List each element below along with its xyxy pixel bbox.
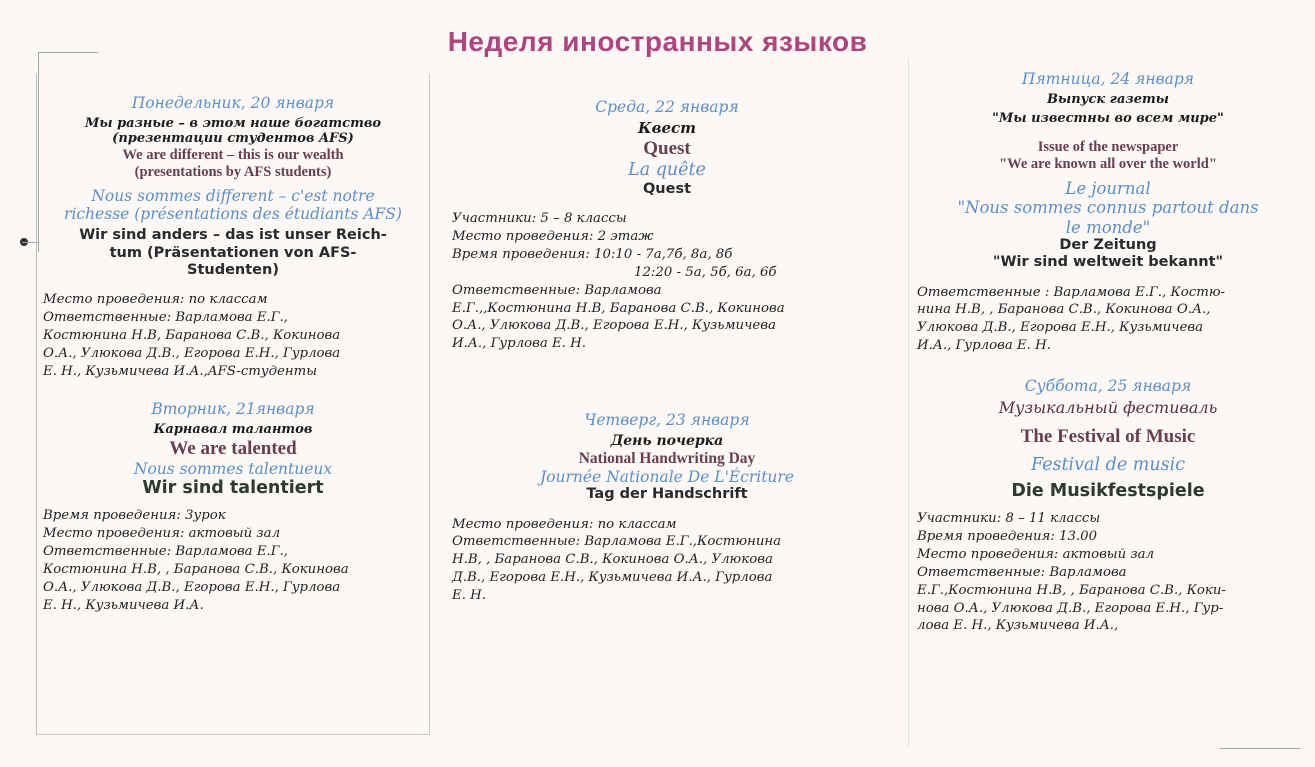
tuesday-day: Вторник, 21января bbox=[151, 400, 315, 419]
column-middle bbox=[452, 78, 882, 698]
saturday-resp-line1: Ответственные: Варламова bbox=[917, 564, 1127, 580]
saturday-participants: Участники: 8 – 11 классы bbox=[917, 510, 1101, 526]
thursday-day: Четверг, 23 января bbox=[584, 411, 750, 430]
friday-details bbox=[909, 284, 1307, 356]
wednesday-resp-line4: И.А., Гурлова Е. Н. bbox=[452, 336, 586, 352]
tuesday-de-title: Wir sind talentiert bbox=[142, 478, 324, 499]
wednesday-resp-line2: Е.Г.,,Костюнина Н.В, Баранова С.В., Кокинова bbox=[452, 300, 785, 316]
monday-details bbox=[37, 291, 429, 381]
monday-resp-line4: Е. Н., Кузьмичева И.А.,AFS-студенты bbox=[43, 363, 318, 379]
saturday-time: Время проведения: 13.00 bbox=[917, 528, 1098, 544]
monday-resp-line1: Ответственные: Варламова Е.Г., bbox=[43, 309, 289, 325]
monday-place: Место проведения: по классам bbox=[43, 291, 268, 307]
wednesday-fr-title: La quête bbox=[628, 160, 706, 181]
friday-ru-subtitle: "Мы известны во всем мире" bbox=[992, 111, 1224, 127]
friday-de-line2: "Wir sind weltweit bekannt" bbox=[992, 254, 1224, 271]
monday-en-title: We are different – this is our wealth bbox=[122, 146, 344, 163]
friday-resp-line2: нина Н.В, , Баранова С.В., Кокинова О.А., bbox=[917, 302, 1211, 318]
saturday-day: Суббота, 25 января bbox=[1024, 377, 1192, 396]
monday-en-subtitle: (presentations by AFS students) bbox=[134, 163, 332, 180]
column-right bbox=[908, 58, 1307, 748]
tuesday-details bbox=[37, 507, 429, 615]
thursday-en-title: National Handwriting Day bbox=[578, 449, 756, 467]
monday-resp-line3: О.А., Улюкова Д.В., Егорова Е.Н., Гурлова bbox=[43, 345, 341, 361]
wednesday-ru-title: Квест bbox=[637, 119, 697, 137]
wednesday-details bbox=[452, 210, 882, 354]
tuesday-ru-title: Карнавал талантов bbox=[153, 422, 313, 438]
saturday-resp-line2: Е.Г.,Костюнина Н.В, , Баранова С.В., Коки- bbox=[917, 582, 1226, 598]
monday-de-line1: Wir sind anders – das ist unser Reich- bbox=[79, 227, 387, 244]
thursday-resp-line3: Д.В., Егорова Е.Н., Кузьмичева И.А., Гурлова bbox=[452, 570, 773, 586]
tuesday-resp-line1: Ответственные: Варламова Е.Г., bbox=[43, 543, 289, 559]
wednesday-resp-line3: О.А., Улюкова Д.В., Егорова Е.Н., Кузьмичева bbox=[452, 318, 776, 334]
tuesday-fr-title: Nous sommes talentueux bbox=[133, 460, 333, 479]
wednesday-time-line2: 12:20 - 5а, 5б, 6а, 6б bbox=[634, 264, 777, 280]
saturday-place: Место проведения: актовый зал bbox=[917, 546, 1155, 562]
friday-ru-title: Выпуск газеты bbox=[1047, 92, 1169, 107]
saturday-details bbox=[909, 510, 1307, 636]
thursday-de-title: Tag der Handschrift bbox=[586, 486, 748, 503]
column-left bbox=[36, 74, 430, 735]
saturday-resp-line3: нова О.А., Улюкова Д.В., Егорова Е.Н., Гур- bbox=[917, 600, 1224, 616]
saturday-fr-title: Festival de music bbox=[1031, 454, 1185, 475]
monday-de-line3: Studenten) bbox=[187, 261, 279, 278]
wednesday-time-line1: Время проведения: 10:10 - 7а,7б, 8а, 8б bbox=[452, 246, 733, 262]
tuesday-place: Место проведения: актовый зал bbox=[43, 526, 281, 542]
wednesday-en-title: Quest bbox=[643, 137, 691, 159]
monday-resp-line2: Костюнина Н.В, Баранова С.В., Кокинова bbox=[43, 327, 341, 343]
friday-day: Пятница, 24 января bbox=[1021, 70, 1195, 88]
tuesday-time: Время проведения: 3урок bbox=[43, 508, 226, 524]
friday-fr-line1: Le journal bbox=[1065, 178, 1151, 198]
wednesday-place: Место проведения: 2 этаж bbox=[452, 228, 654, 244]
monday-de-line2: tum (Präsentationen von AFS- bbox=[109, 244, 357, 261]
friday-resp-line3: Улюкова Д.В., Егорова Е.Н., Кузьмичева bbox=[917, 320, 1204, 336]
wednesday-participants: Участники: 5 – 8 классы bbox=[452, 210, 627, 226]
saturday-en-title: The Festival of Music bbox=[1020, 426, 1196, 448]
friday-fr-line2: "Nous sommes connus partout dans bbox=[957, 198, 1259, 218]
monday-fr-line2: richesse (présentations des étudiants AFS) bbox=[64, 205, 402, 224]
wednesday-day: Среда, 22 января bbox=[595, 98, 739, 116]
wednesday-de-title: Quest bbox=[642, 180, 692, 197]
thursday-place: Место проведения: по классам bbox=[452, 516, 677, 532]
thursday-ru-title: День почерка bbox=[610, 433, 724, 450]
tuesday-resp-line2: Костюнина Н.В, , Баранова С.В., Кокинова bbox=[43, 561, 349, 577]
saturday-resp-line4: лова Е. Н., Кузьмичева И.А., bbox=[917, 618, 1119, 634]
monday-ru-subtitle: (презентации студентов AFS) bbox=[112, 131, 354, 147]
page-title: Неделя иностранных языков bbox=[447, 26, 868, 57]
thursday-resp-line1: Ответственные: Варламова Е.Г.,Костюнина bbox=[452, 534, 782, 550]
friday-resp-line4: И.А., Гурлова Е. Н. bbox=[917, 338, 1051, 354]
decor-line-bottom bbox=[1220, 748, 1300, 749]
tuesday-en-title: We are talented bbox=[169, 437, 297, 459]
saturday-de-title: Die Musikfestspiele bbox=[1011, 481, 1205, 502]
friday-en-subtitle: "We are known all over the world" bbox=[999, 155, 1217, 172]
thursday-resp-line4: Е. Н. bbox=[452, 588, 486, 604]
monday-day: Понедельник, 20 января bbox=[131, 94, 335, 112]
monday-ru-title: Мы разные – в этом наше богатство bbox=[84, 116, 382, 131]
tuesday-resp-line4: Е. Н., Кузьмичева И.А. bbox=[43, 597, 204, 613]
monday-fr-line1: Nous sommes different – c'est notre bbox=[91, 186, 375, 205]
wednesday-resp-line1: Ответственные: Варламова bbox=[452, 282, 662, 298]
thursday-fr-title: Journée Nationale De L'Écriture bbox=[539, 468, 795, 487]
saturday-ru-title: Музыкальный фестиваль bbox=[998, 398, 1218, 418]
friday-fr-line3: le monde" bbox=[1065, 217, 1151, 237]
tuesday-resp-line3: О.А., Улюкова Д.В., Егорова Е.Н., Гурлова bbox=[43, 579, 341, 595]
friday-resp-line1: Ответственные : Варламова Е.Г., Костю- bbox=[917, 284, 1226, 300]
thursday-details bbox=[452, 516, 882, 606]
friday-de-line1: Der Zeitung bbox=[1059, 237, 1157, 254]
friday-en-title: Issue of the newspaper bbox=[1037, 138, 1179, 155]
thursday-resp-line2: Н.В, , Баранова С.В., Кокинова О.А., Улюкова bbox=[452, 552, 773, 568]
